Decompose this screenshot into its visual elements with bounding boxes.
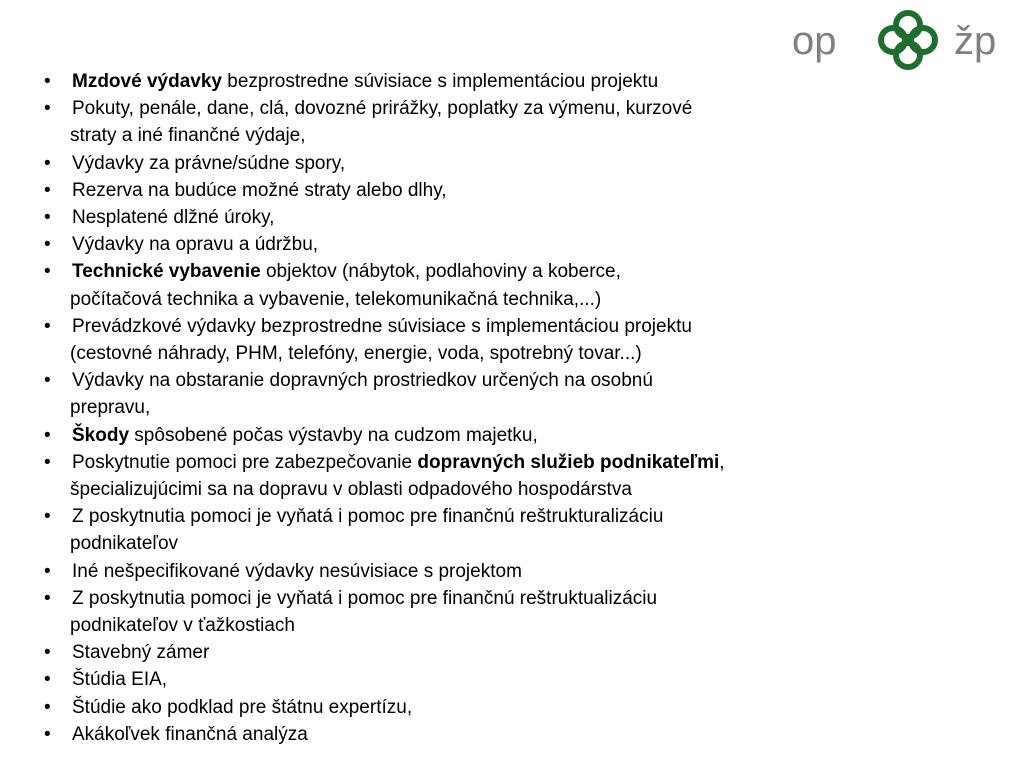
bullet-line — [72, 68, 1004, 95]
text-segment: Výdavky na opravu a údržbu, — [72, 234, 319, 256]
bullet-continuation-line — [70, 286, 1004, 313]
text-segment: Pokuty, penále, dane, clá, dovozné prirážky, poplatky za výmenu, kurzové — [72, 98, 693, 120]
bullet-icon: • — [44, 506, 51, 528]
bullet-line — [72, 204, 1004, 231]
text-segment: Z poskytnutia pomoci je vyňatá i pomoc pre finančnú reštrukturalizáciu — [72, 506, 664, 528]
text-segment: (cestovné náhrady, PHM, telefóny, energie, voda, spotrebný tovar...) — [70, 343, 642, 365]
bullet-line — [72, 503, 1004, 530]
bullet-icon: • — [44, 98, 51, 120]
bullet-item — [44, 258, 1004, 312]
bold-text: Škody — [72, 424, 130, 446]
bullet-continuation-line — [70, 612, 1004, 639]
bullet-icon: • — [44, 370, 51, 392]
bullet-icon: • — [44, 207, 51, 229]
bullet-item — [44, 503, 1004, 557]
bullet-icon: • — [44, 587, 51, 609]
bold-text: dopravných služieb podnikateľmi — [417, 451, 720, 473]
text-segment: podnikateľov — [70, 533, 179, 555]
bullet-item — [44, 313, 1004, 367]
bullet-continuation-line — [70, 476, 1004, 503]
bullet-icon: • — [44, 696, 51, 718]
bullet-item — [44, 721, 1004, 748]
bullet-line — [72, 585, 1004, 612]
op-zp-logo — [792, 6, 1016, 74]
bullet-icon: • — [44, 669, 51, 691]
clover-knot-icon — [881, 13, 935, 67]
bold-text: Mzdové výdavky — [72, 71, 222, 92]
bold-text: Technické vybavenie — [72, 261, 261, 283]
text-segment: Výdavky na obstaranie dopravných prostriedkov určených na osobnú — [72, 370, 653, 392]
bullet-line — [72, 666, 1004, 693]
text-segment: špecializujúcimi sa na dopravu v oblasti odpadového hospodárstva — [70, 479, 632, 501]
logo-left-text: op — [792, 19, 837, 63]
bullet-icon: • — [44, 261, 51, 283]
bullet-item — [44, 68, 1004, 95]
bullet-icon: • — [44, 315, 51, 337]
bullet-icon: • — [44, 723, 51, 745]
bullet-icon: • — [44, 560, 51, 582]
bullet-line — [72, 694, 1004, 721]
bullet-line — [72, 313, 1004, 340]
bullet-icon: • — [44, 424, 51, 446]
bullet-continuation-line — [70, 340, 1004, 367]
bullet-line — [72, 95, 1004, 122]
bullet-line — [72, 721, 1004, 748]
bullet-continuation-line — [70, 122, 1004, 149]
bullet-item — [44, 639, 1004, 666]
text-segment: Štúdia EIA, — [72, 669, 168, 691]
text-segment: Štúdie ako podklad pre štátnu expertízu, — [72, 696, 413, 718]
bullet-item — [44, 422, 1004, 449]
text-segment: Iné nešpecifikované výdavky nesúvisiace s projektom — [72, 560, 522, 582]
bullet-item — [44, 150, 1004, 177]
text-segment: Rezerva na budúce možné straty alebo dlhy, — [72, 179, 447, 201]
bullet-item — [44, 449, 1004, 503]
text-segment: Z poskytnutia pomoci je vyňatá i pomoc pre finančnú reštruktualizáciu — [72, 587, 658, 609]
text-segment: prepravu, — [70, 397, 151, 419]
bullet-item — [44, 231, 1004, 258]
bullet-item — [44, 585, 1004, 639]
text-segment: straty a iné finančné výdaje, — [70, 125, 306, 147]
bullet-item — [44, 558, 1004, 585]
bullet-icon: • — [44, 451, 51, 473]
text-segment: spôsobené počas výstavby na cudzom majetku, — [129, 424, 538, 446]
text-segment: počítačová technika a vybavenie, telekomunikačná technika,...) — [70, 288, 602, 310]
bullet-item — [44, 694, 1004, 721]
bullet-line — [72, 367, 1004, 394]
text-segment: objektov (nábytok, podlahoviny a koberce, — [260, 261, 621, 283]
bullet-item — [44, 177, 1004, 204]
bullet-line — [72, 558, 1004, 585]
text-segment: podnikateľov v ťažkostiach — [70, 615, 295, 637]
text-segment: Výdavky za právne/súdne spory, — [72, 152, 346, 174]
bullet-line — [72, 449, 1004, 476]
bullet-icon: • — [44, 71, 51, 92]
bullet-line — [72, 422, 1004, 449]
bullet-icon: • — [44, 642, 51, 664]
text-segment: , — [719, 451, 725, 473]
ineligible-expenses-list — [44, 68, 1004, 748]
bullet-item — [44, 367, 1004, 421]
bullet-line — [72, 639, 1004, 666]
bullet-icon: • — [44, 234, 51, 256]
bullet-item — [44, 204, 1004, 231]
bullet-icon: • — [44, 152, 51, 174]
bullet-line — [72, 231, 1004, 258]
bullet-icon: • — [44, 179, 51, 201]
bullet-line — [72, 258, 1004, 285]
bullet-continuation-line — [70, 394, 1004, 421]
logo-right-text: žp — [954, 19, 997, 63]
text-segment: Akákoľvek finančná analýza — [72, 723, 308, 745]
text-segment: Stavebný zámer — [72, 642, 210, 664]
bullet-continuation-line — [70, 530, 1004, 557]
text-segment: Prevádzkové výdavky bezprostredne súvisiace s implementáciou projektu — [72, 315, 692, 337]
bullet-line — [72, 150, 1004, 177]
bullet-item — [44, 666, 1004, 693]
bullet-item — [44, 95, 1004, 149]
bullet-line — [72, 177, 1004, 204]
text-segment: Poskytnutie pomoci pre zabezpečovanie — [72, 451, 418, 473]
text-segment: bezprostredne súvisiace s implementáciou projektu — [221, 71, 659, 92]
text-segment: Nesplatené dlžné úroky, — [72, 207, 275, 229]
